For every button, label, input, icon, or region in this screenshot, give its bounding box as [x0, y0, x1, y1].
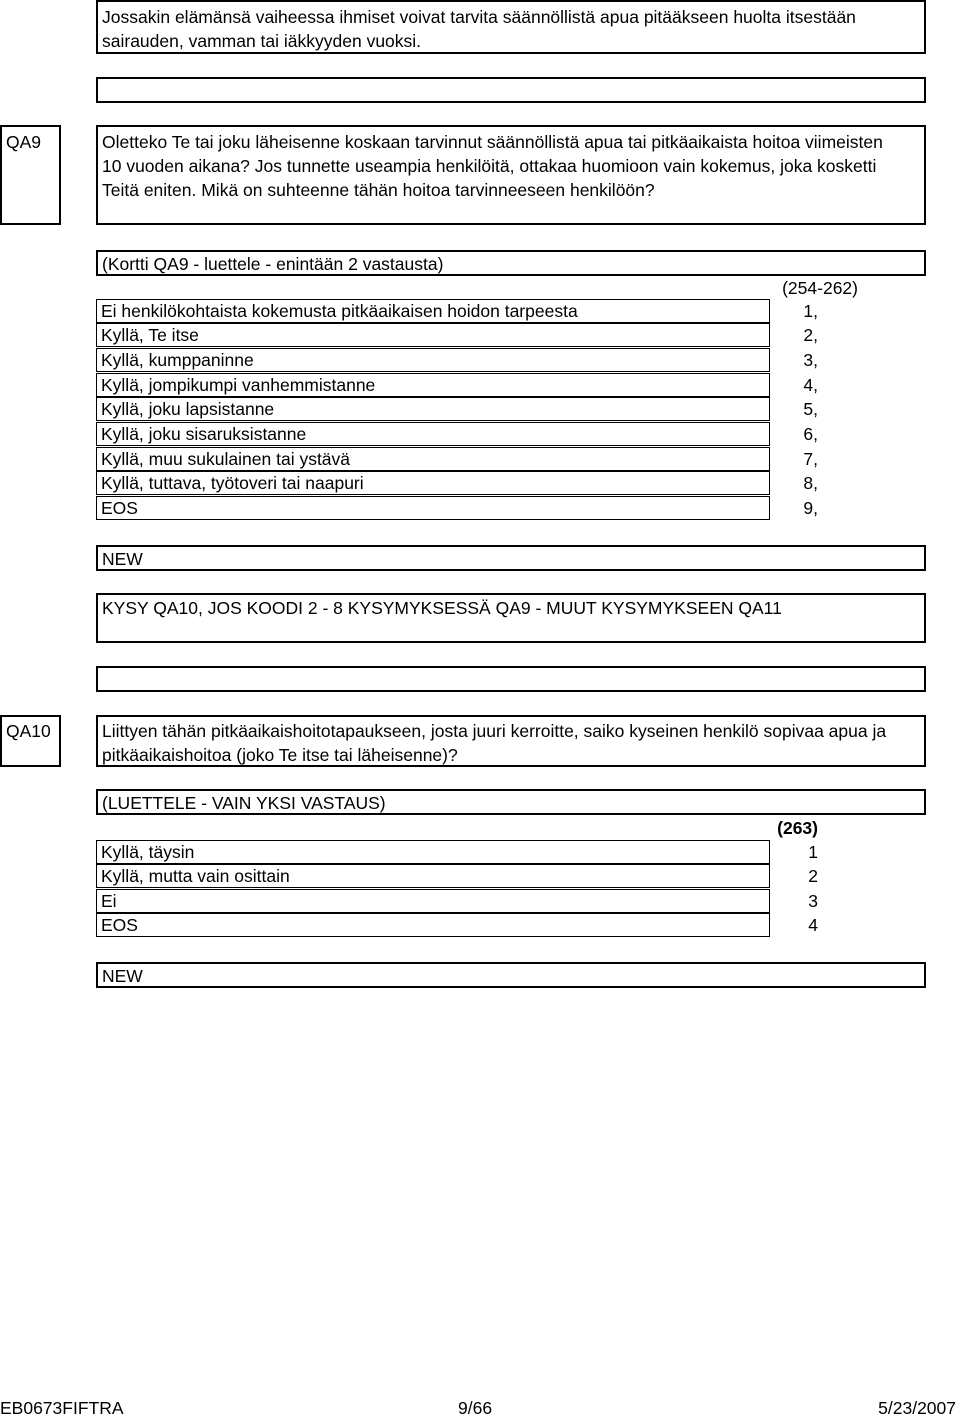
qa10-question-box — [96, 715, 926, 767]
qa9-option-code: 9, — [803, 498, 818, 518]
qa10-label-box — [0, 715, 61, 767]
qa9-option-label: Kyllä, jompikumpi vanhemmistanne — [101, 375, 376, 395]
qa9-columns: (254-262) — [782, 278, 858, 298]
qa10-new-box — [96, 962, 926, 988]
qa10-option-label: Kyllä, täysin — [101, 842, 195, 862]
qa10-option-code: 2 — [808, 866, 818, 886]
routing-box — [96, 593, 926, 643]
qa9-option-code: 1, — [803, 301, 818, 321]
qa9-option-label: Kyllä, joku lapsistanne — [101, 399, 275, 419]
qa10-option-label: Kyllä, mutta vain osittain — [101, 866, 290, 886]
routing-text: KYSY QA10, JOS KOODI 2 - 8 KYSYMYKSESSÄ QA9 - MUUT KYSYMYKSEEN QA11 — [102, 598, 782, 618]
qa10-label: QA10 — [6, 721, 51, 741]
qa9-option-code: 3, — [803, 350, 818, 370]
qa9-option-code: 5, — [803, 399, 818, 419]
qa9-question-text: Oletteko Te tai joku läheisenne koskaan tarvinnut säännöllistä apua tai pitkäaikaista hoitoa viimeisten 10 vuoden aikana? Jos tunnette useampia henkilöitä, ottakaa huomioon vain kokemus, joka kosketti Teitä eniten. Mikä on suhteenne tähän hoitoa tarvinneeseen henkilöön? — [102, 132, 883, 200]
qa10-new-label: NEW — [102, 966, 143, 986]
empty-separator-box — [96, 666, 926, 692]
intro-text: Jossakin elämänsä vaiheessa ihmiset voivat tarvita säännöllistä apua pitääkseen huolta itsestään sairauden, vamman tai iäkkyyden vuoksi. — [102, 7, 856, 51]
qa10-instruction-box — [96, 789, 926, 815]
qa9-new-label: NEW — [102, 549, 143, 569]
qa9-label-box — [0, 125, 61, 225]
qa10-instruction: (LUETTELE - VAIN YKSI VASTAUS) — [102, 793, 386, 813]
qa9-instruction-box — [96, 250, 926, 276]
empty-separator-box — [96, 77, 926, 103]
qa9-option-label: Kyllä, muu sukulainen tai ystävä — [101, 449, 351, 469]
qa10-option-code: 1 — [808, 842, 818, 862]
footer-doc-id: EB0673FIFTRA — [0, 1398, 124, 1418]
qa10-option-code: 4 — [808, 915, 818, 935]
qa9-option-label: EOS — [101, 498, 138, 518]
qa10-option-label: EOS — [101, 915, 138, 935]
intro-box — [96, 0, 926, 54]
qa9-option-code: 6, — [803, 424, 818, 444]
footer-page-number: 9/66 — [458, 1398, 493, 1418]
qa9-option-code: 4, — [803, 375, 818, 395]
qa9-option-label: Kyllä, kumppaninne — [101, 350, 254, 370]
qa9-option-label: Kyllä, Te itse — [101, 325, 199, 345]
qa9-instruction: (Kortti QA9 - luettele - enintään 2 vastausta) — [102, 254, 444, 274]
qa9-option-code: 8, — [803, 473, 818, 493]
qa9-option-code: 2, — [803, 325, 818, 345]
qa9-label: QA9 — [6, 132, 42, 152]
footer-date: 5/23/2007 — [878, 1398, 956, 1418]
qa9-option-label: Kyllä, joku sisaruksistanne — [101, 424, 307, 444]
qa9-question-box — [96, 125, 926, 225]
qa10-columns: (263) — [777, 818, 818, 838]
qa9-new-box — [96, 545, 926, 571]
qa9-option-label: Ei henkilökohtaista kokemusta pitkäaikaisen hoidon tarpeesta — [101, 301, 578, 321]
qa9-option-code: 7, — [803, 449, 818, 469]
qa9-option-label: Kyllä, tuttava, työtoveri tai naapuri — [101, 473, 364, 493]
qa10-question-text: Liittyen tähän pitkäaikaishoitotapaukseen, josta juuri kerroitte, saiko kyseinen henkilö sopivaa apua ja pitkäaikaishoitoa (joko Te itse tai läheisenne)? — [102, 721, 887, 765]
qa10-option-label: Ei — [101, 891, 117, 911]
qa10-option-code: 3 — [808, 891, 818, 911]
